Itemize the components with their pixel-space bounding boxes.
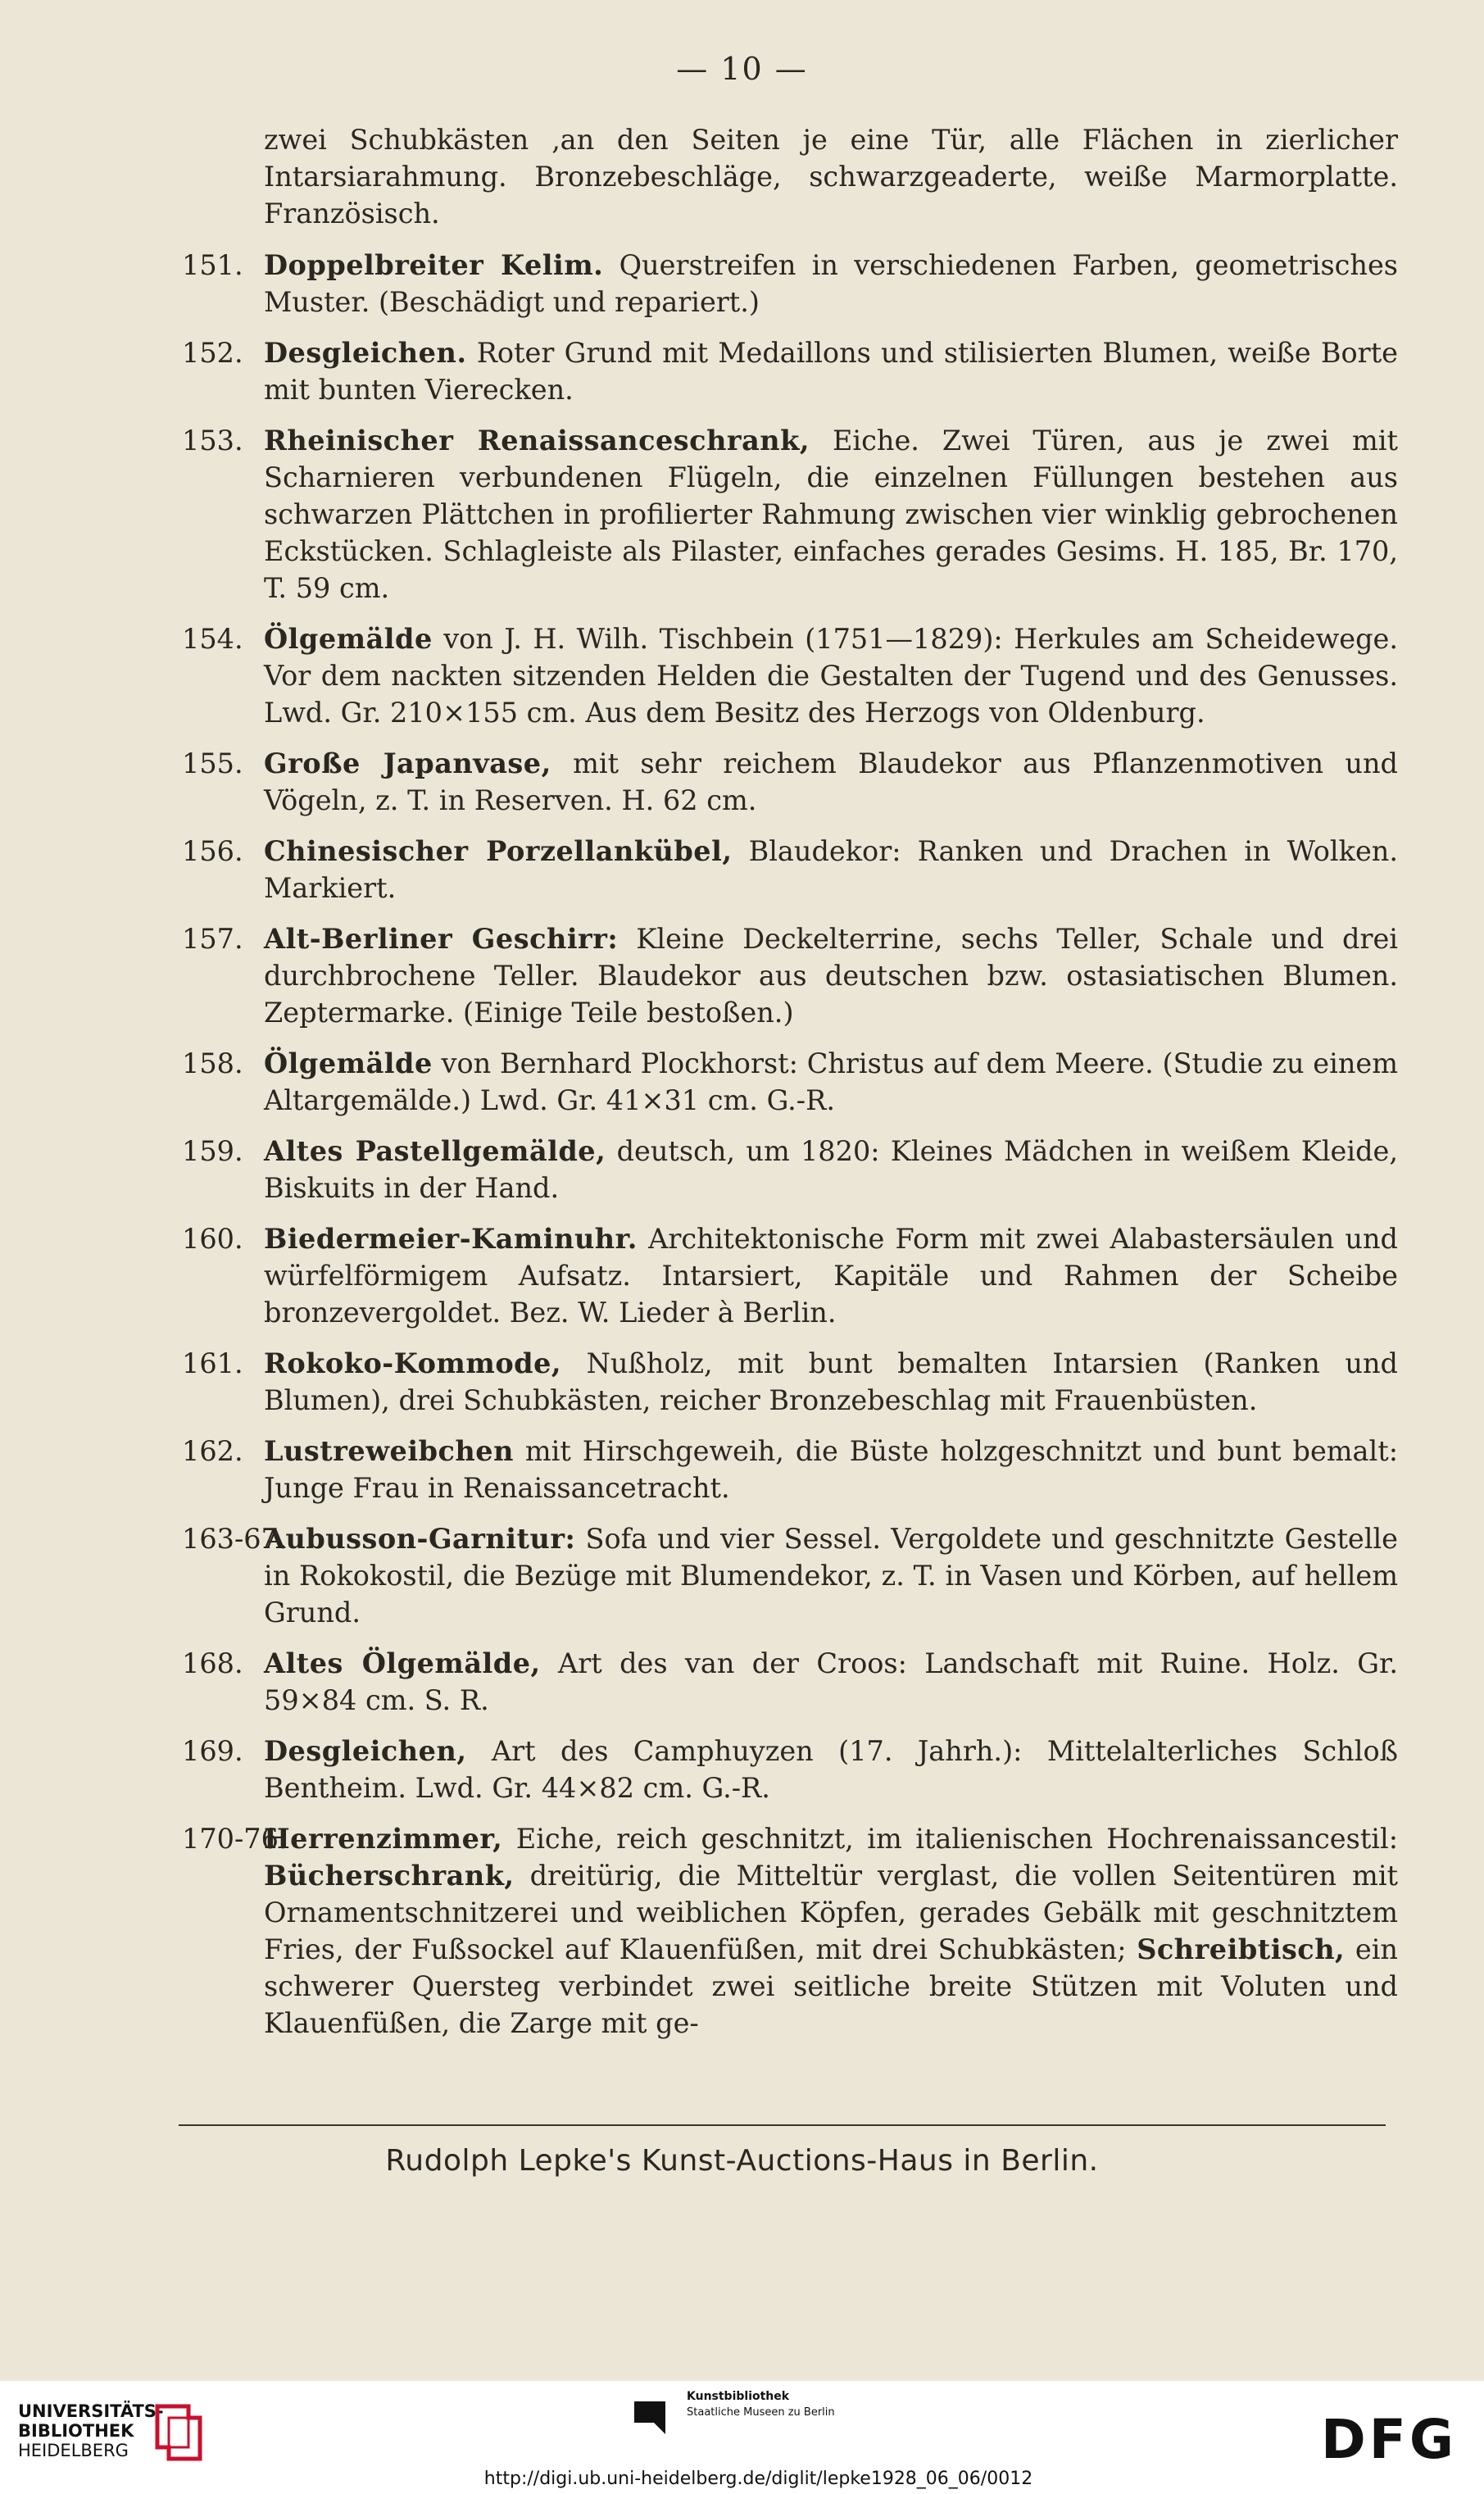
entry-text: mit Hirschgeweih, die Büste holzgeschnitzt und bunt bemalt: Junge Frau in Renaissancetracht. — [264, 1435, 1398, 1504]
entry-text: zwei Schubkästen ‚an den Seiten je eine Tür, alle Flächen in zierlicher Intarsiarahmung. Bronzebeschläge, schwarzgeaderte, weiße Marmorplatte. Französisch. — [264, 124, 1398, 229]
entry-title: Große Japanvase, — [264, 747, 551, 779]
entry-text: Eiche, reich geschnitzt, im italienischen Hochrenaissancestil: — [502, 1823, 1398, 1855]
entry-number: 170-76. — [182, 1823, 288, 1855]
entry-title: Rheinischer Renaissanceschrank, — [264, 425, 810, 457]
entry-number: 158. — [182, 1047, 243, 1079]
entry-title: Lustreweibchen — [264, 1435, 514, 1467]
entry-title: Altes Pastellgemälde, — [264, 1135, 606, 1167]
catalog-entries — [0, 121, 1484, 2056]
entry-title: Desgleichen, — [264, 1735, 467, 1767]
entry-title: Aubusson-Garnitur: — [264, 1523, 576, 1555]
catalog-entry — [182, 620, 1398, 731]
footer-divider — [179, 2124, 1386, 2126]
ub-logo-line: BIBLIOTHEK — [18, 2421, 134, 2441]
entry-title: Doppelbreiter Kelim. — [264, 249, 604, 281]
page-number: — 10 — — [676, 51, 808, 87]
ub-heidelberg-logo[interactable] — [18, 2401, 164, 2460]
entry-number: 162. — [182, 1435, 243, 1467]
entry-title: Desgleichen. — [264, 337, 467, 369]
catalog-entry — [182, 247, 1398, 320]
entry-text: Art des van der Croos: Landschaft mit Ruine. Holz. Gr. 59×84 cm. S. R. — [264, 1647, 1398, 1716]
dfg-logo[interactable]: DFG — [1321, 2408, 1458, 2471]
entry-text: Nußholz, mit bunt bemalten Intarsien (Ranken und Blumen), drei Schubkästen, reicher Bronzebeschlag mit Frauenbüsten. — [264, 1347, 1398, 1416]
entry-number: 154. — [182, 623, 243, 655]
catalog-entry-last — [182, 1820, 1398, 2042]
catalog-entry — [182, 1433, 1398, 1506]
entry-number: 151. — [182, 249, 243, 281]
entry-text: ein schwerer Quersteg verbindet zwei seitliche breite Stützen mit Voluten und Klauenfüßen, die Zarge mit ge- — [264, 1933, 1398, 2039]
catalog-entry — [182, 833, 1398, 906]
entry-number: 156. — [182, 835, 243, 867]
entry-title: Herrenzimmer, — [264, 1823, 503, 1855]
catalog-entry — [182, 1133, 1398, 1206]
ub-logo-line: UNIVERSITÄTS- — [18, 2401, 164, 2421]
catalog-entry — [182, 1733, 1398, 1806]
entry-title: Ölgemälde — [264, 1047, 433, 1079]
source-url[interactable]: http://digi.ub.uni-heidelberg.de/diglit/lepke1928_06_06/0012 — [483, 2469, 1033, 2489]
entry-text: Architektonische Form mit zwei Alabastersäulen und würfelförmigem Aufsatz. Intarsiert, Kapitäle und Rahmen der Scheibe bronzevergoldet. Bez. W. Lieder à Berlin. — [264, 1223, 1398, 1329]
entry-text: Sofa und vier Sessel. Vergoldete und geschnitzte Gestelle in Rokokostil, die Bezüge mit Blumendekor, z. T. in Vasen und Körben, auf hellem Grund. — [264, 1523, 1398, 1629]
entry-title: Rokoko-Kommode, — [264, 1347, 562, 1379]
catalog-entry — [182, 745, 1398, 819]
catalog-entry — [182, 334, 1398, 408]
catalog-entry — [182, 1520, 1398, 1631]
entry-title: Ölgemälde — [264, 623, 433, 655]
entry-text: dreitürig, die Mitteltür verglast, die vollen Seitentüren mit Ornamentschnitzerei und weiblichen Köpfen, gerades Gebälk mit geschnitztem Fries, der Fußsockel auf Klauenfüßen, mit drei Schubkästen; — [264, 1860, 1398, 1965]
entry-text: Roter Grund mit Medaillons und stilisierten Blumen, weiße Borte mit bunten Vierecken. — [264, 337, 1398, 406]
ub-emblem-icon — [149, 2398, 208, 2467]
entry-text: von Bernhard Plockhorst: Christus auf dem Meere. (Studie zu einem Altargemälde.) Lwd. Gr. 41×31 cm. G.-R. — [264, 1047, 1398, 1116]
entry-number: 155. — [182, 747, 243, 779]
kunstbibliothek-mark-icon — [633, 2398, 675, 2437]
entry-text: Eiche. Zwei Türen, aus je zwei mit Scharnieren verbundenen Flügeln, die einzelnen Füllungen bestehen aus schwarzen Plättchen in profilierter Rahmung zwischen vier winklig gebrochenen Eckstücken. Schlagleiste als Pilaster, einfaches gerades Gesims. H. 185, Br. 170, T. 59 cm. — [264, 425, 1398, 604]
entry-number: 159. — [182, 1135, 243, 1167]
entry-title: Chinesischer Porzellankübel, — [264, 835, 733, 867]
entry-number: 153. — [182, 425, 243, 457]
entry-title: Altes Ölgemälde, — [264, 1647, 541, 1679]
entry-number: 157. — [182, 923, 243, 955]
catalog-entry — [182, 1645, 1398, 1719]
entry-text: Art des Camphuyzen (17. Jahrh.): Mittelalterliches Schloß Bentheim. Lwd. Gr. 44×82 cm. G.-R. — [264, 1735, 1398, 1804]
catalog-entry — [182, 1220, 1398, 1331]
entry-title: Biedermeier-Kaminuhr. — [264, 1223, 638, 1255]
ub-logo-line: HEIDELBERG — [18, 2441, 129, 2460]
entry-continuation — [264, 121, 1398, 232]
entry-text: deutsch, um 1820: Kleines Mädchen in weißem Kleide, Biskuits in der Hand. — [264, 1135, 1398, 1204]
entry-number: 161. — [182, 1347, 243, 1379]
entry-number: 169. — [182, 1735, 243, 1767]
catalog-entry — [182, 920, 1398, 1031]
catalog-entry — [182, 1045, 1398, 1119]
entry-number: 163-67. — [182, 1523, 288, 1555]
entry-subtitle: Schreibtisch, — [1137, 1933, 1346, 1965]
catalog-entry — [182, 422, 1398, 606]
entry-number: 160. — [182, 1223, 243, 1255]
entry-text: Querstreifen in verschiedenen Farben, geometrisches Muster. (Beschädigt und repariert.) — [264, 249, 1398, 318]
entry-subtitle: Bücherschrank, — [264, 1860, 515, 1892]
entry-title: Alt-Berliner Geschirr: — [264, 923, 619, 955]
kb-logo-title: Kunstbibliothek — [687, 2390, 790, 2403]
kb-logo-subtitle: Staatliche Museen zu Berlin — [687, 2406, 835, 2419]
catalog-entry — [182, 1345, 1398, 1419]
entry-text: Blaudekor: Ranken und Drachen in Wolken. Markiert. — [264, 835, 1398, 904]
entry-number: 152. — [182, 337, 243, 369]
entry-number: 168. — [182, 1647, 243, 1679]
entry-text: von J. H. Wilh. Tischbein (1751—1829): Herkules am Scheidewege. Vor dem nackten sitzenden Helden die Gestalten der Tugend und des Genusses. Lwd. Gr. 210×155 cm. Aus dem Besitz des Herzogs von Oldenburg. — [264, 623, 1398, 729]
publisher-line: Rudolph Lepke's Kunst-Auctions-Haus in Berlin. — [385, 2144, 1099, 2178]
entry-text: Kleine Deckelterrine, sechs Teller, Schale und drei durchbrochene Teller. Blaudekor aus deutschen bzw. ostasiatischen Blumen. Zeptermarke. (Einige Teile bestoßen.) — [264, 923, 1398, 1029]
entry-text: mit sehr reichem Blaudekor aus Pflanzenmotiven und Vögeln, z. T. in Reserven. H. 62 cm. — [264, 747, 1398, 816]
